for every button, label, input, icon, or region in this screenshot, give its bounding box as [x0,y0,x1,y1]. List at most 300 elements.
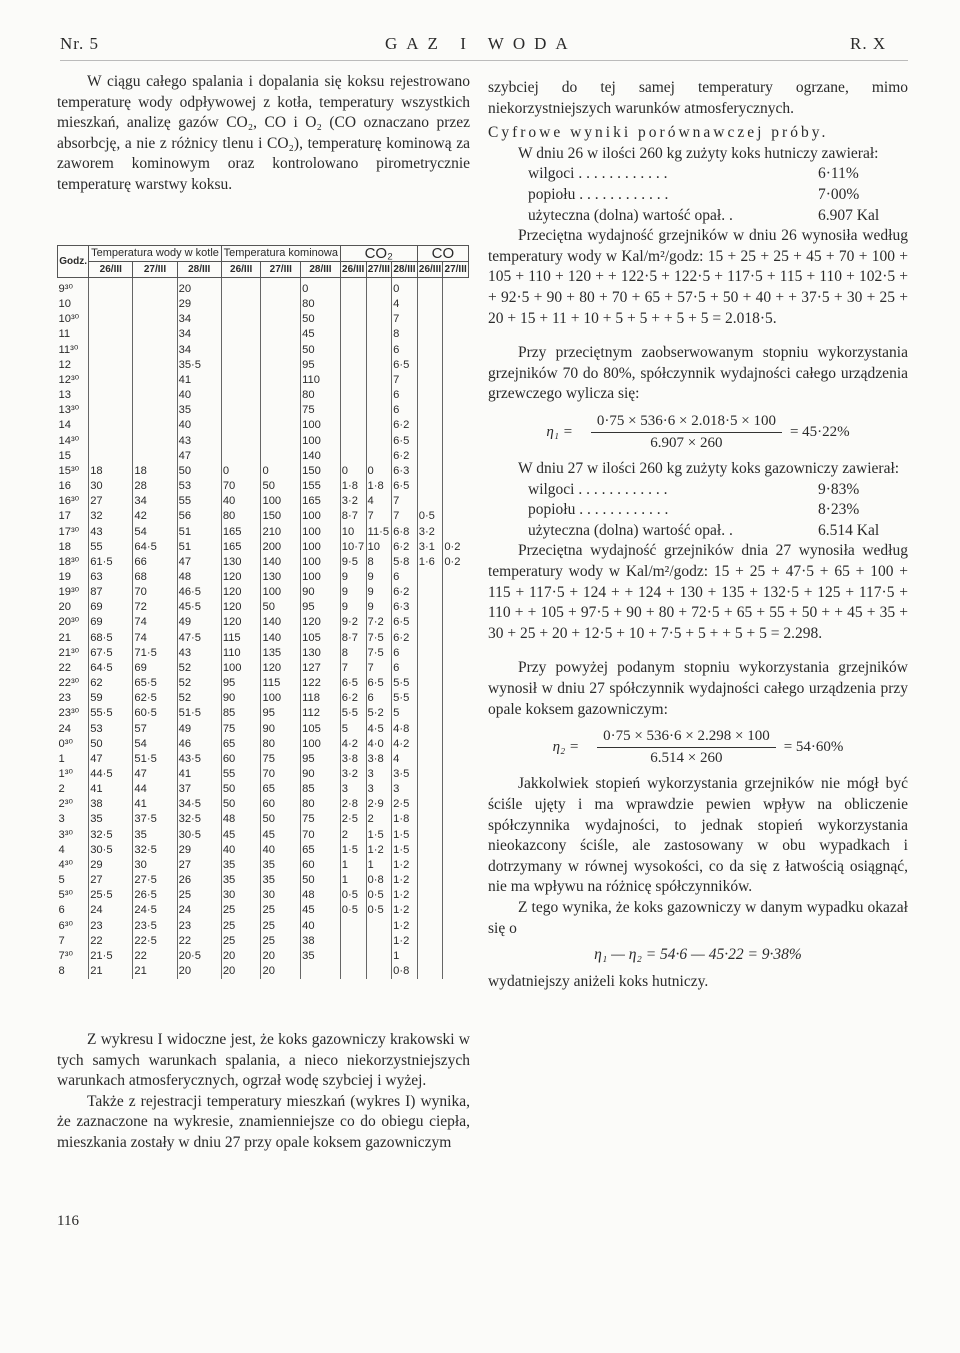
value-cell: 90 [221,691,261,706]
table-row [58,661,469,676]
value-cell [443,631,469,646]
value-cell: 32·5 [177,812,221,827]
value-cell: 9 [340,570,366,585]
value-cell: 3 [366,767,392,782]
value-cell: 85 [301,782,341,797]
value-cell: 3·2 [340,494,366,509]
value-cell: 6·5 [366,676,392,691]
value-cell [417,919,443,934]
value-cell [417,297,443,312]
value-cell: 35 [221,858,261,873]
value-cell: 72 [133,600,177,615]
value-cell [89,358,133,373]
value-cell: 68·5 [89,631,133,646]
value-cell: 0·5 [417,509,443,524]
value-cell: 6 [392,646,418,661]
value-cell [443,661,469,676]
value-cell [417,767,443,782]
list-item: wilgoci . . . . . . . . . . . . 9·83% [528,480,860,498]
value-cell: 140 [261,615,301,630]
value-cell [340,373,366,388]
time-cell: 20 [58,601,71,614]
value-cell: 1·2 [392,888,418,903]
value-cell [417,706,443,721]
value-cell: 62·5 [133,691,177,706]
value-cell [133,297,177,312]
value-cell [443,873,469,888]
value-cell: 3·1 [417,540,443,555]
value-cell [366,297,392,312]
value-cell: 22 [133,949,177,964]
value-cell: 7·5 [366,646,392,661]
value-cell: 43 [177,646,221,661]
value-cell: 7 [392,312,418,327]
value-cell: 52 [177,661,221,676]
section-heading: Cyfrowe wyniki porównawczej próby. [488,124,829,142]
value-cell [221,373,261,388]
table-row [58,479,469,494]
value-cell [89,434,133,449]
value-cell: 50 [301,873,341,888]
value-cell: 155 [301,479,341,494]
value-cell [261,358,301,373]
value-cell: 100 [301,737,341,752]
value-cell: 4·2 [392,737,418,752]
value-cell: 74 [133,615,177,630]
value-cell: 2 [366,812,392,827]
value-cell [340,964,366,979]
value-cell: 2 [340,828,366,843]
value-cell: 47 [177,449,221,464]
value-cell: 30 [221,888,261,903]
value-cell: 35 [301,949,341,964]
table-row [58,464,469,479]
value-cell: 95 [221,676,261,691]
value-cell: 71·5 [133,646,177,661]
table-row [58,903,469,918]
value-cell [261,343,301,358]
time-cell: 17³⁰ [58,525,80,538]
day26-coefficient-text: Przy przeciętnym zaobserwowanym stopniu wykorzystania grzejników 70 do 80%, spółczynnik wydajności całego urządzenia grzewczego wylicza się: [488,344,908,403]
value-cell [261,278,301,298]
value-cell [443,403,469,418]
time-cell: 2³⁰ [58,798,73,811]
value-cell: 100 [301,540,341,555]
value-cell [417,752,443,767]
value-cell [417,479,443,494]
time-cell: 9³⁰ [58,283,73,295]
value-cell [417,449,443,464]
value-cell [340,434,366,449]
value-cell [417,464,443,479]
value-cell: 0 [261,464,301,479]
value-cell [443,722,469,737]
value-cell: 90 [301,767,341,782]
value-cell [261,403,301,418]
table-row [58,555,469,570]
table-row [58,418,469,433]
subheader-date: 28/III [301,262,341,278]
value-cell: 75 [221,722,261,737]
value-cell: 3·8 [366,752,392,767]
value-cell: 0·5 [366,903,392,918]
value-cell: 45 [301,327,341,342]
value-cell [340,449,366,464]
value-cell: 5·5 [392,691,418,706]
th-chimney-temp: Temperatura kominowa [221,246,340,262]
value-cell: 165 [221,525,261,540]
value-cell [89,312,133,327]
value-cell: 80 [301,797,341,812]
value-cell: 6·5 [392,358,418,373]
time-cell: 15 [58,449,71,462]
value-cell [417,278,443,298]
table-row [58,691,469,706]
value-cell: 3·5 [392,767,418,782]
value-cell: 38 [301,934,341,949]
table-row [58,752,469,767]
value-cell: 0·2 [443,555,469,570]
value-cell: 67·5 [89,646,133,661]
time-cell: 18³⁰ [58,555,80,568]
table-row [58,373,469,388]
subheader-date: 26/III [89,262,133,278]
table-row [58,297,469,312]
value-cell: 21 [133,964,177,979]
value-cell [417,373,443,388]
value-cell [340,388,366,403]
table-row [58,525,469,540]
time-cell: 3³⁰ [58,828,73,841]
value-cell: 1 [340,873,366,888]
value-cell: 9 [366,570,392,585]
value-cell: 28 [133,479,177,494]
day26-intro: W dniu 26 w ilości 260 kg zużyty koks hutniczy zawierał: [518,144,879,162]
value-cell: 65 [301,843,341,858]
value-cell: 35 [133,828,177,843]
closing-paragraph: Jakkolwiek stopień wykorzystania grzejników nie mógł być ściśle ujęty i ma wprawdzie pewien wpływ na obliczenie spółczynnika wydajności, to jednak stopień wykorzystania nieokazcony ściśle, ale zastosowany w obu wypadkach i dotrzymany w równej wysokości, co da się z łatwością osiągnąć, nie ma wpływu na różnicę spółczynników. [488,775,908,896]
value-cell [443,812,469,827]
value-cell [443,327,469,342]
value-cell: 1·8 [392,812,418,827]
value-cell: 8 [392,327,418,342]
table-row [58,327,469,342]
value-cell [443,843,469,858]
value-cell: 42 [133,509,177,524]
time-cell: 15³⁰ [58,464,80,477]
value-cell [443,767,469,782]
value-cell: 6·2 [392,631,418,646]
value-cell [417,828,443,843]
value-cell: 50 [177,464,221,479]
value-cell: 80 [261,737,301,752]
time-cell: 23 [58,692,71,705]
value-cell: 70 [261,767,301,782]
value-cell: 37 [177,782,221,797]
subheader-date: 27/III [133,262,177,278]
value-cell [133,358,177,373]
value-cell: 120 [221,585,261,600]
value-cell: 0·8 [392,964,418,979]
value-cell: 29 [177,843,221,858]
value-cell: 45 [301,903,341,918]
value-cell: 22 [177,934,221,949]
value-cell: 40 [177,388,221,403]
value-cell: 51 [177,525,221,540]
value-cell: 59 [89,691,133,706]
value-cell: 52 [177,691,221,706]
value-cell [221,434,261,449]
value-cell: 122 [301,676,341,691]
value-cell [417,403,443,418]
value-cell [89,278,133,298]
value-cell [133,278,177,298]
value-cell: 49 [177,722,221,737]
value-cell: 1·2 [392,858,418,873]
th-water-temp: Temperatura wody w kotle [89,246,222,262]
time-cell: 24 [58,722,71,735]
subheader-date: 26/III [221,262,261,278]
time-cell: 21³⁰ [58,646,80,659]
value-cell: 34 [133,494,177,509]
th-co: CO [417,246,468,262]
value-cell: 45 [221,828,261,843]
value-cell [221,388,261,403]
value-cell [261,373,301,388]
value-cell: 40 [177,418,221,433]
value-cell: 35 [261,873,301,888]
value-cell: 51·5 [177,706,221,721]
subheader-date: 28/III [392,262,418,278]
table-row [58,828,469,843]
value-cell: 41 [133,797,177,812]
value-cell [89,449,133,464]
value-cell [366,312,392,327]
value-cell: 9·2 [340,615,366,630]
value-cell: 30 [89,479,133,494]
final-paragraph: Z tego wynika, że koks gazowniczy w danym wypadku okazał się o [488,898,908,937]
time-cell: 13³⁰ [58,404,80,417]
value-cell: 6·5 [340,676,366,691]
table-row [58,797,469,812]
value-cell [417,676,443,691]
value-cell [443,706,469,721]
value-cell: 63 [89,570,133,585]
value-cell: 22 [89,934,133,949]
value-cell [417,585,443,600]
value-cell [133,312,177,327]
value-cell: 25 [177,888,221,903]
value-cell: 4 [392,297,418,312]
value-cell [133,327,177,342]
value-cell: 3 [392,782,418,797]
value-cell: 26·5 [133,888,177,903]
value-cell: 8·7 [340,631,366,646]
value-cell: 53 [89,722,133,737]
value-cell: 100 [261,494,301,509]
value-cell [417,903,443,918]
value-cell: 20 [221,949,261,964]
table-row [58,767,469,782]
value-cell: 10 [366,540,392,555]
value-cell: 120 [261,661,301,676]
value-cell: 9 [366,585,392,600]
value-cell: 40 [221,843,261,858]
value-cell [417,312,443,327]
table-row [58,615,469,630]
value-cell: 6·5 [392,479,418,494]
table-row [58,388,469,403]
value-cell [443,585,469,600]
value-cell: 6 [392,403,418,418]
value-cell [221,327,261,342]
table-row [58,782,469,797]
value-cell [417,843,443,858]
table-body [58,278,469,980]
value-cell: 53 [177,479,221,494]
value-cell: 48 [301,888,341,903]
value-cell: 1·2 [392,903,418,918]
value-cell: 0 [301,278,341,298]
value-cell [133,343,177,358]
value-cell: 30 [261,888,301,903]
value-cell [443,676,469,691]
day26-average: Przeciętna wydajność grzejników w dniu 26 wynosiła według temperatury wody w Kal/m²/godz: 15 + 25 + 25 + 45 + 70 + 100 + 105 + 110 + 120 + + 122·5 + 122·5 + 117·5 + 115 + 110 + 102·5 + + 92·5 + 90 + 80 + 70 + 65 + 57·5 + 50 + 40 + + 37·5 + 30 + 25 + 20 + 15 + 11 + 10 + 5 + 5 + + 5 + 5 = 2.018·5. [488,227,908,327]
table-row [58,843,469,858]
value-cell: 65·5 [133,676,177,691]
value-cell: 55·5 [89,706,133,721]
value-cell [133,449,177,464]
value-cell: 100 [301,570,341,585]
value-cell: 35 [177,403,221,418]
left-intro-column [57,72,470,196]
table-row [58,737,469,752]
value-cell: 25 [221,934,261,949]
value-cell: 20·5 [177,949,221,964]
value-cell: 32·5 [89,828,133,843]
time-cell: 8 [58,965,65,978]
table-row [58,585,469,600]
value-cell: 100 [301,434,341,449]
value-cell [443,691,469,706]
value-cell [340,949,366,964]
right-column [488,78,908,992]
value-cell: 95 [261,706,301,721]
value-cell: 7·2 [366,615,392,630]
value-cell [443,888,469,903]
value-cell: 0·5 [340,888,366,903]
value-cell: 4·0 [366,737,392,752]
value-cell: 6·2 [392,540,418,555]
time-cell: 14³⁰ [58,434,80,447]
time-cell: 12³⁰ [58,373,80,386]
equation-eta1: η₁ = $\frac{0\cdot 75 \times 536\cdot 6 \times 2.018\cdot 5 \times 100}{6.907 \times 260}$ = 45·22% [546,412,850,451]
value-cell: 43·5 [177,752,221,767]
value-cell: 7 [392,494,418,509]
time-cell: 2 [58,783,65,796]
value-cell [340,934,366,949]
value-cell: 40 [301,919,341,934]
table-row [58,449,469,464]
value-cell: 115 [221,631,261,646]
value-cell: 20 [177,278,221,298]
value-cell: 50 [221,797,261,812]
table-row [58,570,469,585]
value-cell: 18 [133,464,177,479]
time-cell: 17 [58,510,71,523]
value-cell [340,312,366,327]
value-cell: 75 [301,403,341,418]
value-cell: 120 [301,615,341,630]
header-left: Nr. 5 [60,34,99,53]
header-right: R. X [850,34,887,53]
value-cell: 5·5 [392,676,418,691]
value-cell: 5 [392,706,418,721]
value-cell: 5 [340,722,366,737]
value-cell: 18 [89,464,133,479]
value-cell: 1·5 [340,843,366,858]
value-cell: 3 [366,782,392,797]
value-cell: 1 [392,949,418,964]
day27-composition [488,480,908,542]
value-cell: 140 [261,555,301,570]
value-cell: 47 [177,555,221,570]
value-cell: 46·5 [177,585,221,600]
list-item: wilgoci . . . . . . . . . . . . 6·11% [528,165,859,183]
value-cell: 24 [89,903,133,918]
value-cell [221,312,261,327]
time-cell: 7³⁰ [58,949,73,962]
value-cell: 60 [301,858,341,873]
th-co2: CO₂ [340,246,417,262]
value-cell: 100 [261,691,301,706]
time-cell: 5 [58,874,65,887]
value-cell: 25 [221,903,261,918]
value-cell: 100 [301,525,341,540]
value-cell: 20 [221,964,261,979]
time-cell: 23³⁰ [58,707,80,720]
value-cell [261,312,301,327]
value-cell [443,509,469,524]
value-cell [366,919,392,934]
value-cell: 60 [221,752,261,767]
value-cell [443,479,469,494]
value-cell: 1·8 [340,479,366,494]
value-cell [443,388,469,403]
value-cell: 4 [366,494,392,509]
value-cell: 69 [89,615,133,630]
value-cell [417,388,443,403]
value-cell: 105 [301,631,341,646]
value-cell [89,343,133,358]
subheader-date: 27/III [366,262,392,278]
value-cell [340,343,366,358]
value-cell: 44·5 [89,767,133,782]
value-cell: 40 [221,494,261,509]
value-cell: 110 [221,646,261,661]
value-cell: 118 [301,691,341,706]
table-row [58,888,469,903]
value-cell: 25·5 [89,888,133,903]
table-row [58,600,469,615]
value-cell: 120 [221,600,261,615]
time-cell: 4 [58,843,65,856]
value-cell [443,373,469,388]
value-cell: 38 [89,797,133,812]
value-cell: 34 [177,312,221,327]
table-row [58,858,469,873]
value-cell [221,278,261,298]
